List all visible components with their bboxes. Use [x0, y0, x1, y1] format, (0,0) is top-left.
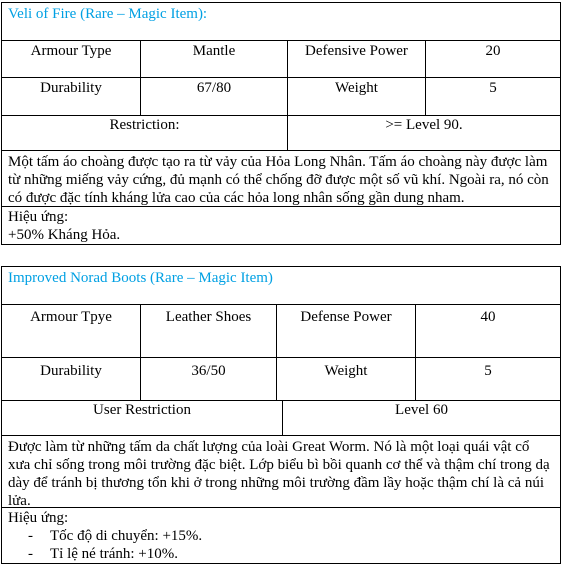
effect-text: Tốc độ di chuyển: +15%. — [50, 528, 203, 544]
item-title-row — [2, 3, 560, 40]
restriction-row — [2, 115, 560, 150]
stat-value-durability: 36/50 — [140, 358, 276, 400]
list-dash: - — [28, 528, 33, 544]
stat-label-armour-type: Armour Tpye — [30, 309, 112, 325]
item-description: Được làm từ những tấm da chất lượng của loài Great Worm. Nó là một loại quái vật cổ xưa chỉ sống trong môi trường đặc biệt. Lớp biểu bì bồi quanh cơ thể và thậm chí trong dạ dày để tránh bị thương tổn khi ở trong những môi trường đầm lầy hoặc thậm chí là cả núi lửa. — [8, 439, 550, 509]
item-title: Improved Norad Boots (Rare – Magic Item) — [8, 270, 273, 286]
stat-value-armour-type: Mantle — [140, 41, 287, 77]
restriction-label: Restriction: — [109, 117, 180, 133]
effects-block — [2, 508, 560, 563]
effects-block — [2, 207, 126, 244]
effects-list — [8, 527, 554, 563]
stat-label-armour-type: Armour Type — [30, 43, 112, 59]
effect-item — [8, 545, 554, 563]
stat-label-weight: Weight — [276, 358, 415, 400]
stat-value-weight: 5 — [415, 358, 560, 400]
item-card-veil-of-fire — [1, 2, 561, 245]
item-description: Một tấm áo choàng được tạo ra từ vảy của Hỏa Long Nhân. Tấm áo choàng này được làm từ những miếng vảy cứng, đủ mạnh có thể chống đỡ được một số vũ khí. Ngoài ra, nó còn có được đặc tính kháng lửa cao của các hỏa long nhân sống gần dung nham. — [8, 154, 549, 206]
stat-value-weight: 5 — [425, 78, 560, 115]
stats-row — [2, 77, 560, 115]
stat-label-defense-power: Defense Power — [276, 305, 415, 357]
restriction-value: >= Level 90. — [287, 116, 560, 150]
stat-value-defensive-power: 20 — [425, 41, 560, 77]
stat-label-durability: Durability — [40, 363, 102, 379]
effect-item: +50% Kháng Hỏa. — [8, 227, 121, 243]
effects-label: Hiệu ứng: — [8, 510, 69, 526]
effects-row — [2, 507, 560, 563]
item-title-row — [2, 267, 560, 304]
stat-value-armour-type: Leather Shoes — [140, 305, 276, 357]
stat-value-durability: 67/80 — [140, 78, 287, 115]
stat-label-durability: Durability — [40, 80, 102, 96]
restriction-row — [2, 400, 560, 435]
effect-text: Tỉ lệ né tránh: +10%. — [50, 546, 179, 562]
item-title: Veli of Fire (Rare – Magic Item): — [8, 6, 208, 22]
description-row — [2, 435, 560, 507]
list-dash: - — [28, 546, 33, 562]
effects-row — [2, 206, 560, 244]
stat-value-defense-power: 40 — [415, 305, 560, 357]
stats-row — [2, 304, 560, 357]
restriction-label: User Restriction — [93, 402, 191, 418]
effect-item — [8, 527, 554, 545]
item-card-improved-norad-boots — [1, 266, 561, 564]
description-row — [2, 150, 560, 206]
stats-row — [2, 40, 560, 77]
stat-label-defensive-power: Defensive Power — [287, 41, 425, 77]
stat-label-weight: Weight — [287, 78, 425, 115]
effects-label: Hiệu ứng: — [8, 209, 69, 225]
restriction-value: Level 60 — [282, 401, 560, 435]
stats-row — [2, 357, 560, 400]
